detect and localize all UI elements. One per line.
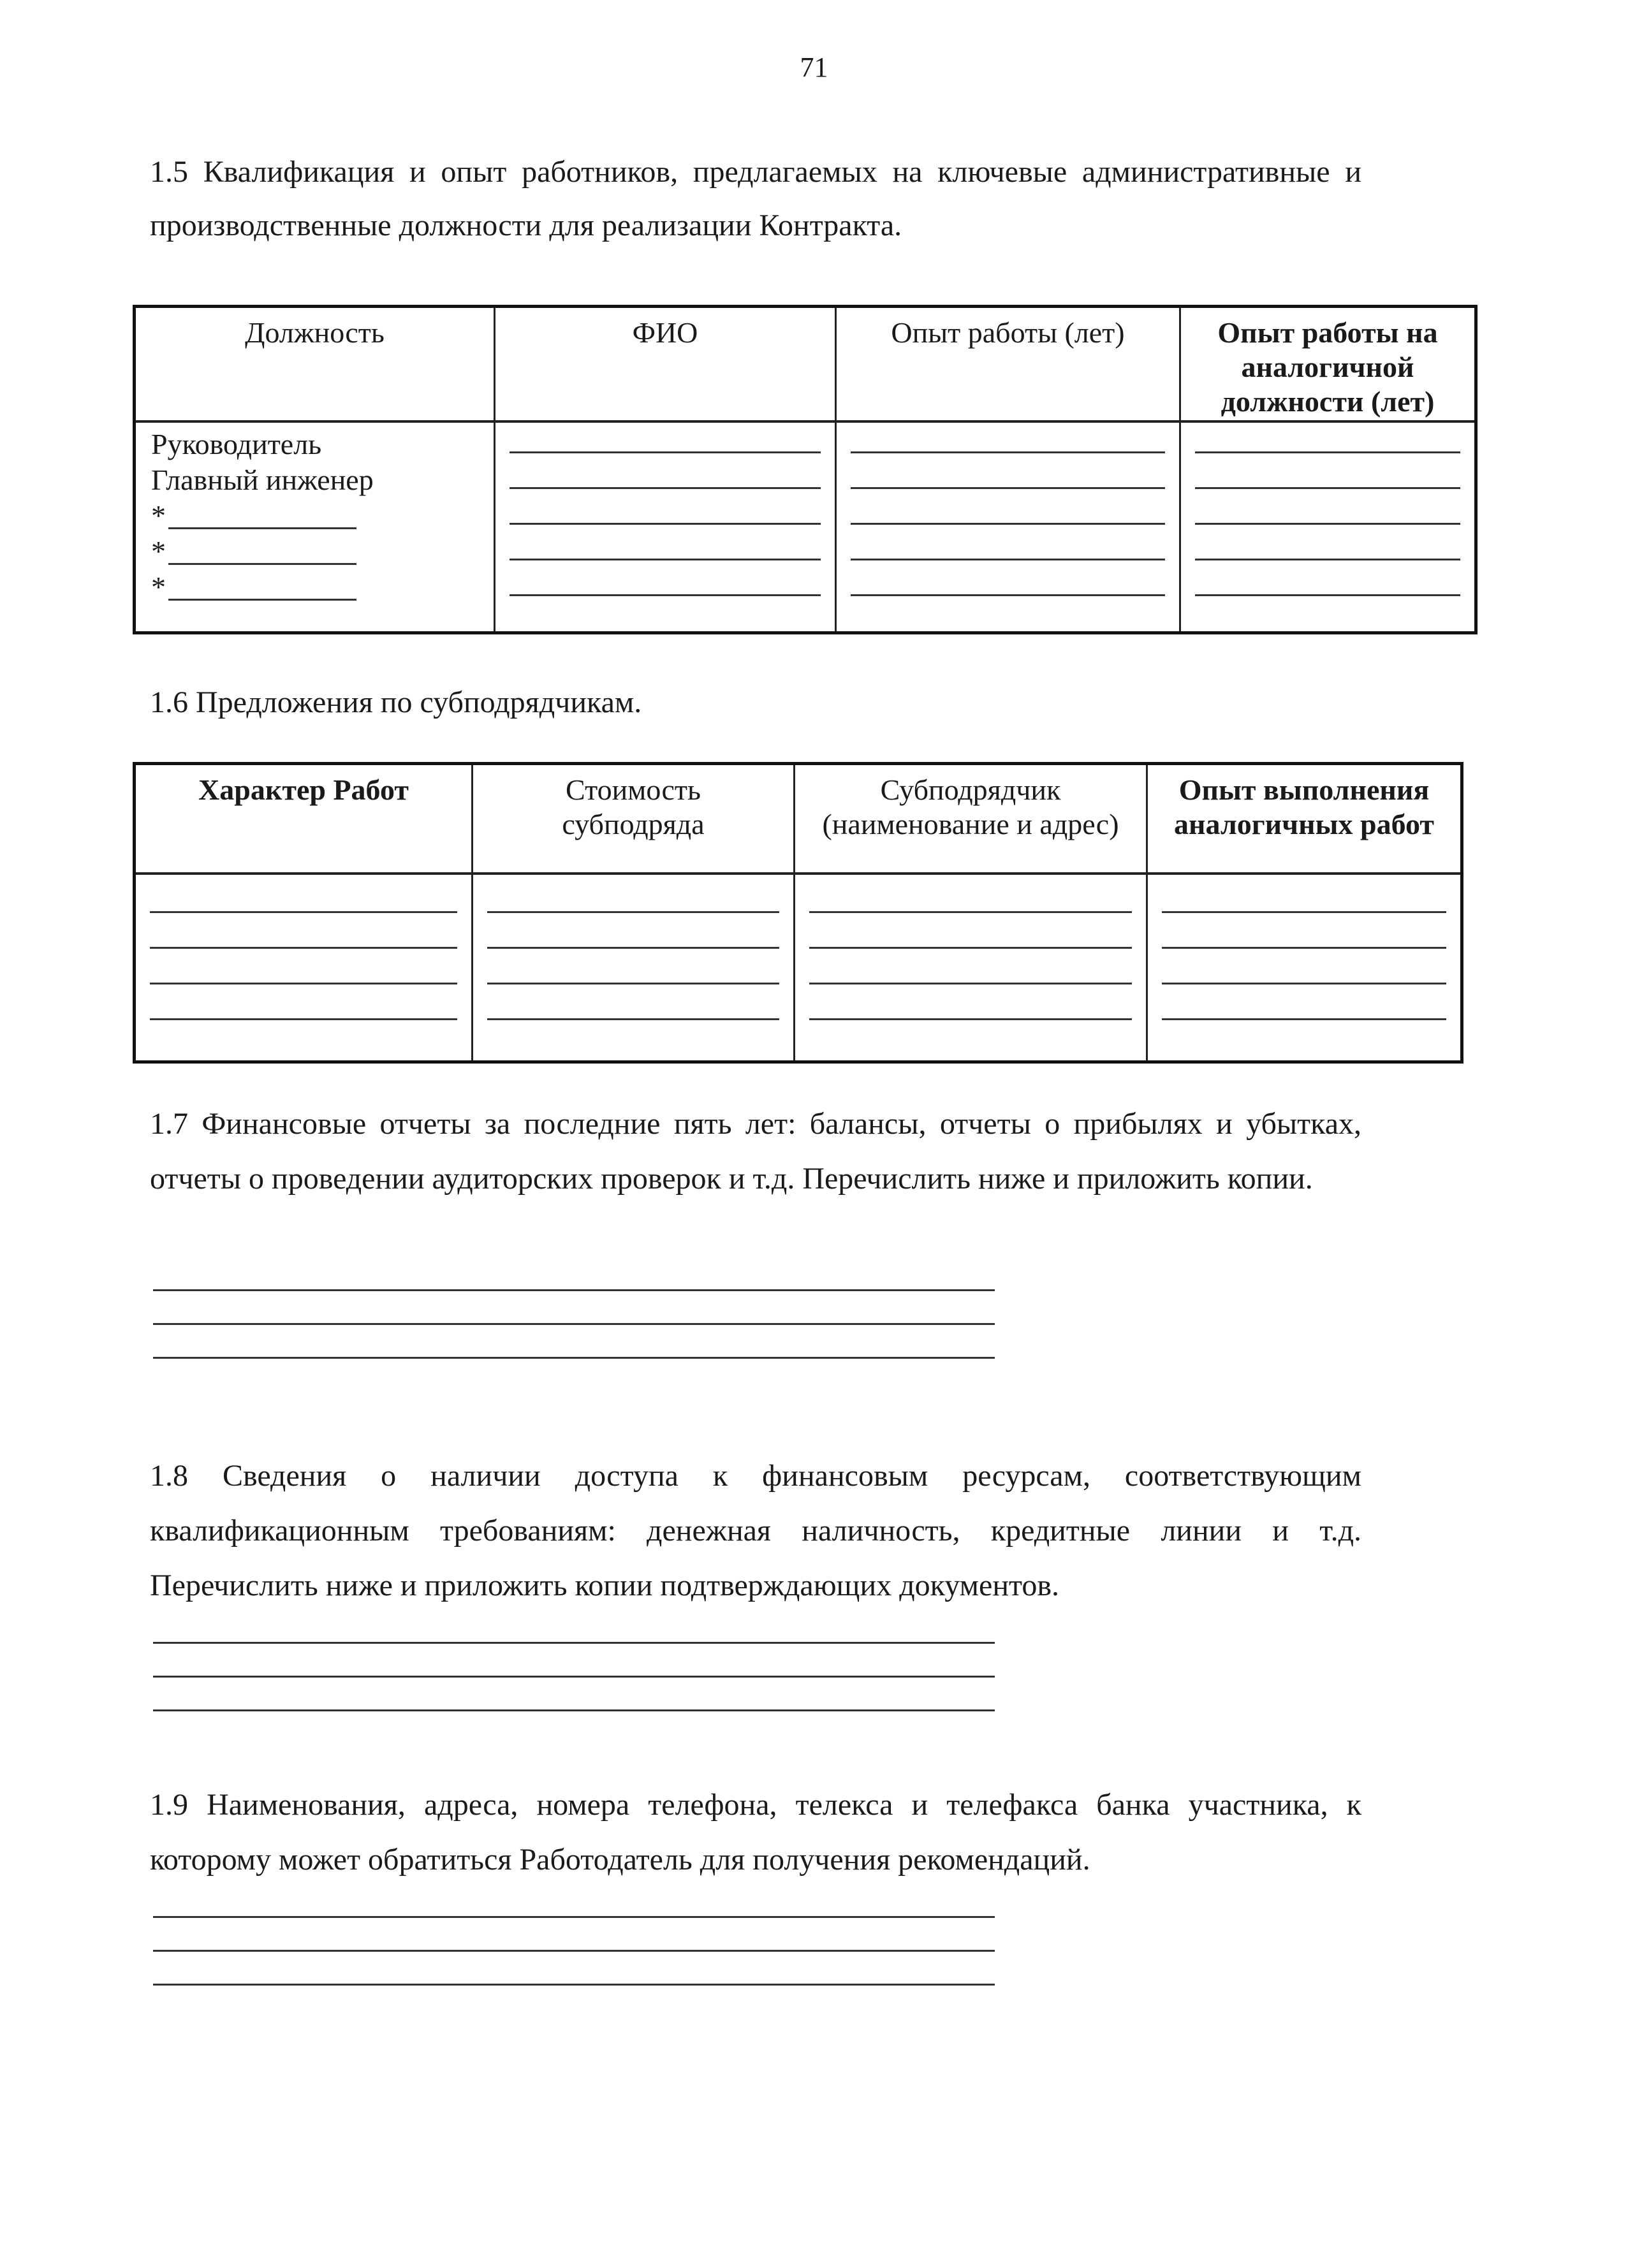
cost-blank[interactable] <box>473 993 793 1029</box>
similar-experience-blank[interactable] <box>1181 462 1474 498</box>
experience-blank[interactable] <box>837 569 1179 605</box>
personnel-table <box>133 305 1478 634</box>
subcontractor-blank[interactable] <box>795 993 1146 1029</box>
work-blank[interactable] <box>136 922 471 958</box>
work-blank[interactable] <box>136 993 471 1029</box>
subcontractor-header-work: Характер Работ <box>198 773 409 806</box>
name-blank[interactable] <box>495 569 835 605</box>
experience-blank[interactable] <box>837 534 1179 569</box>
similar-experience-blank[interactable] <box>1181 534 1474 569</box>
name-blank[interactable] <box>495 534 835 569</box>
section-1-5-text: 1.5 Квалификация и опыт работников, предлагаемых на ключевые административные и производственные должности для реализации Контракта. <box>150 155 1361 242</box>
position-list <box>136 423 494 605</box>
answer-line[interactable] <box>153 1323 995 1325</box>
personnel-header-similar-experience: Опыт работы на аналогичной должности (лет) <box>1217 316 1438 418</box>
answer-line[interactable] <box>153 1916 995 1918</box>
subcontractor-blank[interactable] <box>795 886 1146 922</box>
subcontractor-table <box>133 762 1463 1064</box>
subcontractor-experience-blank[interactable] <box>1148 886 1460 922</box>
page-number: 71 <box>800 52 828 83</box>
subcontractor-experience-blank[interactable] <box>1148 958 1460 993</box>
answer-line[interactable] <box>153 1950 995 1952</box>
answer-line[interactable] <box>153 1984 995 1986</box>
experience-blank[interactable] <box>837 462 1179 498</box>
subcontractor-blank[interactable] <box>795 958 1146 993</box>
name-blank[interactable] <box>495 427 835 462</box>
answer-line[interactable] <box>153 1676 995 1678</box>
position-item[interactable]: * <box>151 534 494 569</box>
work-blank[interactable] <box>136 958 471 993</box>
subcontractor-blank[interactable] <box>795 922 1146 958</box>
similar-experience-blank[interactable] <box>1181 569 1474 605</box>
position-blank <box>168 563 356 565</box>
section-1-8-blanks <box>153 1642 995 1743</box>
position-item: Главный инженер <box>151 463 374 496</box>
position-item[interactable]: * <box>151 498 494 534</box>
work-blank[interactable] <box>136 886 471 922</box>
answer-line[interactable] <box>153 1709 995 1711</box>
section-1-7-text: 1.7 Финансовые отчеты за последние пять лет: балансы, отчеты о прибылях и убытках, отчеты о проведении аудиторских проверок и т.д. Перечислить ниже и приложить копии. <box>150 1107 1361 1196</box>
subcontractor-header-cost: Стоимость субподряда <box>562 773 705 840</box>
answer-line[interactable] <box>153 1357 995 1359</box>
name-blank[interactable] <box>495 462 835 498</box>
personnel-header-name: ФИО <box>632 316 698 349</box>
experience-blank[interactable] <box>837 427 1179 462</box>
position-item[interactable]: * <box>151 569 494 605</box>
personnel-header-position: Должность <box>245 316 385 349</box>
section-1-9-blanks <box>153 1916 995 2017</box>
cost-blank[interactable] <box>473 922 793 958</box>
answer-line[interactable] <box>153 1642 995 1644</box>
name-blank[interactable] <box>495 498 835 534</box>
similar-experience-blank[interactable] <box>1181 498 1474 534</box>
similar-experience-blank[interactable] <box>1181 427 1474 462</box>
position-item: Руководитель <box>151 427 322 460</box>
section-1-7-blanks <box>153 1289 995 1391</box>
cost-blank[interactable] <box>473 886 793 922</box>
position-blank <box>168 599 356 601</box>
section-1-9-text: 1.9 Наименования, адреса, номера телефона, телекса и телефакса банка участника, к которому может обратиться Работодатель для получения рекомендаций. <box>150 1788 1361 1877</box>
section-1-8-text: 1.8 Сведения о наличии доступа к финансовым ресурсам, соответствующим квалификационным требованиям: денежная наличность, кредитные линии и т.д. Перечислить ниже и приложить копии подтверждающих документов. <box>150 1459 1361 1602</box>
subcontractor-header-experience: Опыт выполнения аналогичных работ <box>1174 773 1434 840</box>
subcontractor-experience-blank[interactable] <box>1148 922 1460 958</box>
cost-blank[interactable] <box>473 958 793 993</box>
section-1-6-text: 1.6 Предложения по субподрядчикам. <box>150 685 642 719</box>
answer-line[interactable] <box>153 1289 995 1291</box>
subcontractor-experience-blank[interactable] <box>1148 993 1460 1029</box>
position-blank <box>168 527 356 529</box>
experience-blank[interactable] <box>837 498 1179 534</box>
subcontractor-header-name: Субподрядчик (наименование и адрес) <box>822 773 1119 840</box>
personnel-header-experience: Опыт работы (лет) <box>891 316 1125 349</box>
